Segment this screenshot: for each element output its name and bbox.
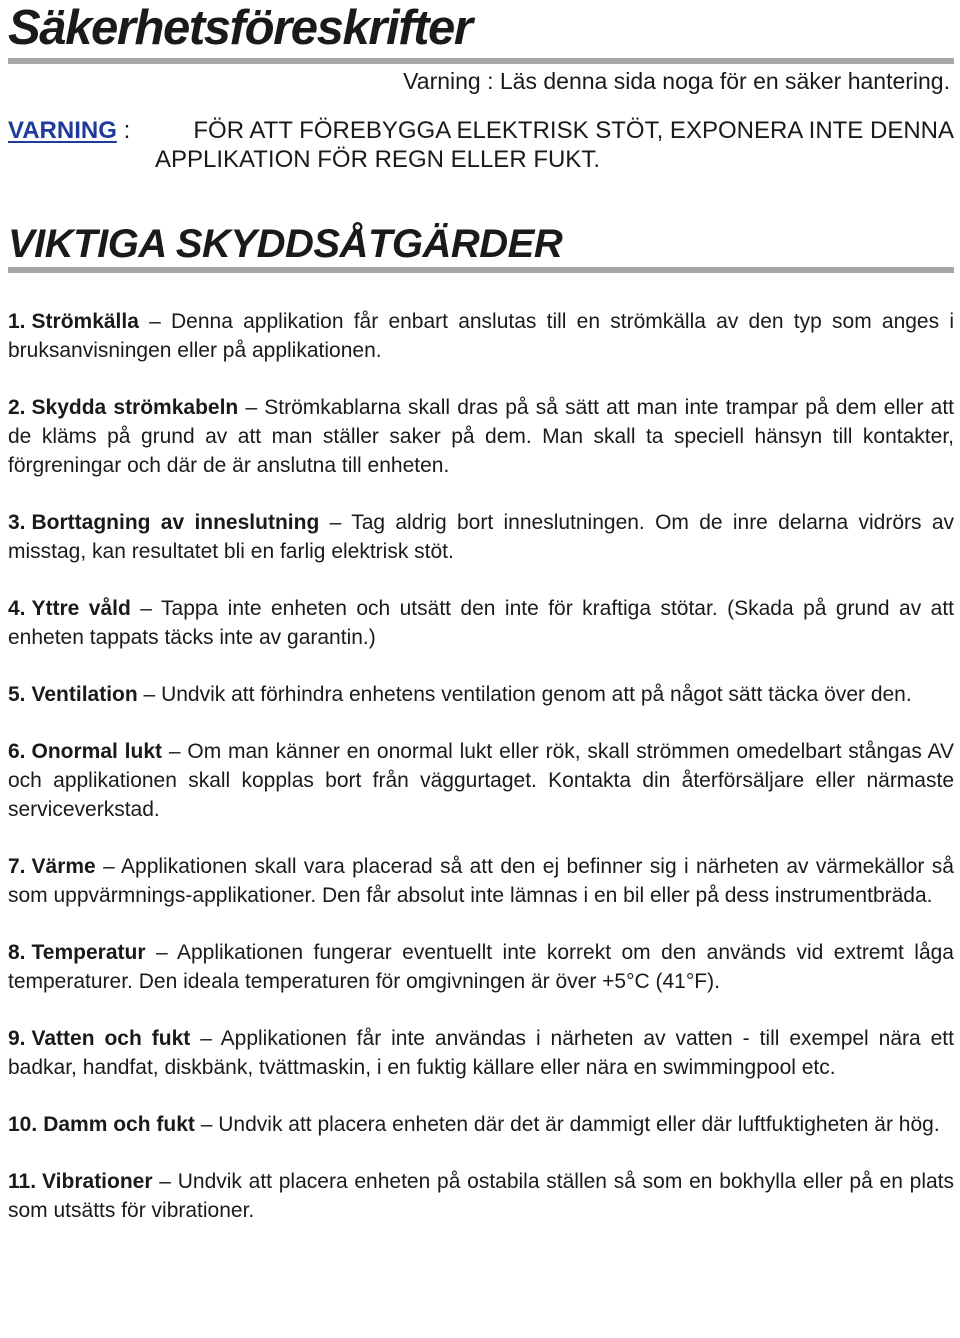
- read-carefully-note: Varning : Läs denna sida noga för en säker hantering.: [403, 68, 950, 94]
- item-heading: Vibrationer: [42, 1170, 153, 1193]
- section-divider: [8, 267, 954, 273]
- item-dash: –: [137, 683, 162, 706]
- warning-line-1: [8, 116, 954, 145]
- item-dash: –: [194, 1113, 219, 1136]
- item-heading: Damm och fukt: [43, 1113, 195, 1136]
- item-number: 7.: [8, 855, 26, 878]
- item-dash: –: [145, 941, 177, 964]
- list-item: [8, 852, 954, 910]
- item-text: Strömkablarna skall dras på så sätt att man inte trampar på dem eller att de kläms på grund av att man ställer saker på dem. Man skall ta speciell hänsyn till kontakter, förgreningar och där de är anslutna till enheten.: [8, 396, 954, 477]
- item-text: Denna applikation får enbart anslutas till en strömkälla av den typ som anges i bruksanvisningen eller på applikationen.: [8, 310, 954, 362]
- item-text: Applikationen får inte användas i närheten av vatten - till exempel nära ett badkar, handfat, diskbänk, tvättmaskin, i en fuktig källare eller nära en swimmingpool etc.: [8, 1027, 954, 1079]
- item-dash: –: [95, 855, 122, 878]
- item-text: Applikationen skall vara placerad så att den ej befinner sig i närheten av värmekällor så som uppvärmnings-applikationer. Den får absolut inte lämnas i en bil eller på dess instrumentbräda.: [8, 855, 954, 907]
- item-dash: –: [130, 597, 162, 620]
- item-text: Om man känner en onormal lukt eller rök, skall strömmen omedelbart stångas AV och applikationen skall kopplas bort från väggurtaget. Kontakta din återförsäljare eller närmaste serviceverkstad.: [8, 740, 954, 821]
- item-text: Undvik att förhindra enhetens ventilation genom att på något sätt täcka över den.: [161, 683, 912, 706]
- item-text: Undvik att placera enheten där det är dammigt eller där luftfuktigheten är hög.: [218, 1113, 940, 1136]
- item-text: Undvik att placera enheten på ostabila ställen så som en bokhylla eller på en plats som utsätts för vibrationer.: [8, 1170, 954, 1222]
- list-item: [8, 1110, 954, 1139]
- item-heading: Skydda strömkabeln: [31, 396, 239, 419]
- list-item: [8, 737, 954, 824]
- page-title: Säkerhetsföreskrifter: [8, 1, 472, 55]
- item-dash: –: [138, 310, 172, 333]
- list-item: [8, 1024, 954, 1082]
- list-item: [8, 393, 954, 480]
- item-dash: –: [319, 511, 352, 534]
- item-number: 9.: [8, 1027, 26, 1050]
- warning-text-line-1: FÖR ATT FÖREBYGGA ELEKTRISK STÖT, EXPONERA INTE DENNA: [193, 117, 954, 144]
- item-number: 3.: [8, 511, 26, 534]
- list-item: [8, 594, 954, 652]
- item-dash: –: [238, 396, 265, 419]
- item-number: 5.: [8, 683, 26, 706]
- item-number: 8.: [8, 941, 26, 964]
- list-item: [8, 1167, 954, 1225]
- item-number: 2.: [8, 396, 26, 419]
- safety-list: [8, 307, 954, 1253]
- warning-label: VARNING: [8, 117, 117, 144]
- item-number: 1.: [8, 310, 26, 333]
- item-text: Tag aldrig bort inneslutningen. Om de inre delarna vidrörs av misstag, kan resultatet bli en farlig elektrisk stöt.: [8, 511, 955, 563]
- title-divider: [8, 58, 954, 64]
- item-dash: –: [190, 1027, 221, 1050]
- section-title: VIKTIGA SKYDDSÅTGÄRDER: [8, 222, 563, 266]
- item-heading: Temperatur: [31, 941, 146, 964]
- list-item: [8, 938, 954, 996]
- list-item: [8, 307, 954, 365]
- item-text: Applikationen fungerar eventuellt inte korrekt om den används vid extremt låga temperaturer. Den ideala temperaturen för omgivningen är över +5°C (41°F).: [8, 941, 954, 993]
- warning-block: [8, 116, 954, 174]
- list-item: [8, 508, 954, 566]
- item-heading: Ventilation: [31, 683, 138, 706]
- item-number: 4.: [8, 597, 26, 620]
- item-heading: Borttagning av inneslutning: [31, 511, 320, 534]
- item-heading: Värme: [31, 855, 96, 878]
- item-heading: Strömkälla: [31, 310, 139, 333]
- item-heading: Onormal lukt: [31, 740, 163, 763]
- item-number: 11.: [8, 1170, 37, 1193]
- item-dash: –: [162, 740, 188, 763]
- item-number: 10.: [8, 1113, 38, 1136]
- item-dash: –: [152, 1170, 178, 1193]
- list-item: [8, 680, 954, 709]
- item-text: Tappa inte enheten och utsätt den inte för kraftiga stötar. (Skada på grund av att enheten tappats täcks inte av garantin.): [8, 597, 954, 649]
- item-heading: Yttre våld: [31, 597, 131, 620]
- item-number: 6.: [8, 740, 26, 763]
- warning-text-line-2: APPLIKATION FÖR REGN ELLER FUKT.: [155, 146, 600, 173]
- item-heading: Vatten och fukt: [31, 1027, 191, 1050]
- warning-separator: :: [123, 117, 131, 144]
